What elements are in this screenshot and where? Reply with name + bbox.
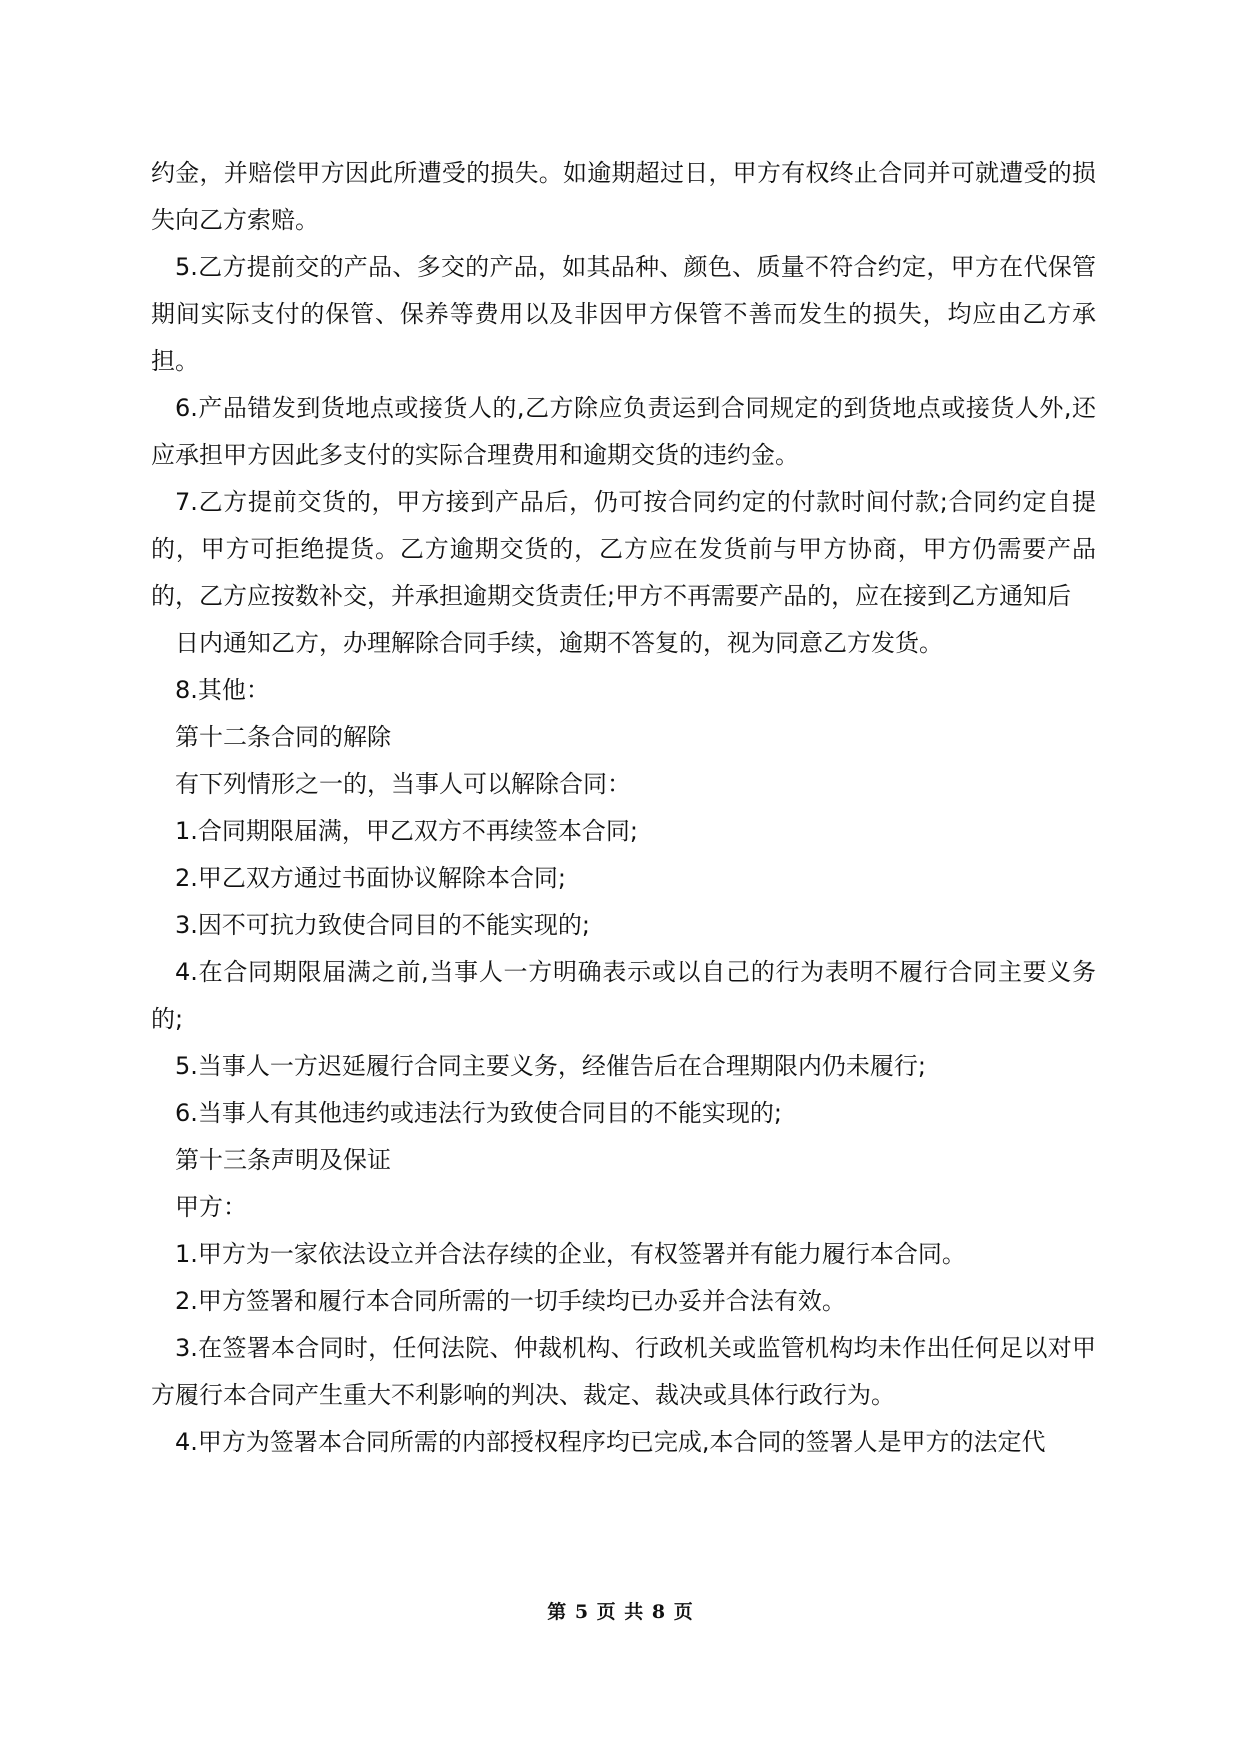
list-item: 5.当事人一方迟延履行合同主要义务，经催告后在合理期限内仍未履行;: [175, 1052, 926, 1080]
list-item: 3.在签署本合同时，任何法院、仲裁机构、行政机关或监管机构均未作出任何足以对甲方履行本合同产生重大不利影响的判决、裁定、裁决或具体行政行为。: [151, 1334, 1096, 1409]
paragraph: 有下列情形之一的，当事人可以解除合同：: [175, 770, 631, 798]
paragraph: 约金，并赔偿甲方因此所遭受的损失。如逾期超过日，甲方有权终止合同并可就遭受的损失向乙方索赔。: [151, 159, 1096, 234]
paragraph: 7.乙方提前交货的，甲方接到产品后，仍可按合同约定的付款时间付款;合同约定自提的，甲方可拒绝提货。乙方逾期交货的，乙方应在发货前与甲方协商，甲方仍需要产品的，乙方应按数补交，并承担逾期交货责任;甲方不再需要产品的，应在接到乙方通知后: [151, 488, 1096, 610]
party-label: 甲方：: [175, 1193, 247, 1221]
list-item: 4.甲方为签署本合同所需的内部授权程序均已完成,本合同的签署人是甲方的法定代: [175, 1428, 1046, 1456]
list-item: 2.甲方签署和履行本合同所需的一切手续均已办妥并合法有效。: [175, 1287, 846, 1315]
list-item: 2.甲乙双方通过书面协议解除本合同;: [175, 864, 566, 892]
list-item: 6.当事人有其他违约或违法行为致使合同目的不能实现的;: [175, 1099, 782, 1127]
document-body: [151, 150, 1096, 1466]
paragraph: 日内通知乙方，办理解除合同手续，逾期不答复的，视为同意乙方发货。: [175, 629, 943, 657]
list-item: 1.合同期限届满，甲乙双方不再续签本合同;: [175, 817, 638, 845]
list-item: 4.在合同期限届满之前,当事人一方明确表示或以自己的行为表明不履行合同主要义务的;: [151, 958, 1096, 1033]
paragraph: 8.其他：: [175, 676, 270, 704]
section-heading: 第十三条声明及保证: [175, 1146, 391, 1174]
list-item: 1.甲方为一家依法设立并合法存续的企业，有权签署并有能力履行本合同。: [175, 1240, 966, 1268]
section-heading: 第十二条合同的解除: [175, 723, 391, 751]
paragraph: 6.产品错发到货地点或接货人的,乙方除应负责运到合同规定的到货地点或接货人外,还应承担甲方因此多支付的实际合理费用和逾期交货的违约金。: [151, 394, 1096, 469]
paragraph: 5.乙方提前交的产品、多交的产品，如其品种、颜色、质量不符合约定，甲方在代保管期间实际支付的保管、保养等费用以及非因甲方保管不善而发生的损失，均应由乙方承担。: [151, 253, 1096, 375]
list-item: 3.因不可抗力致使合同目的不能实现的;: [175, 911, 590, 939]
page-number-footer: 第 5 页 共 8 页: [547, 1601, 694, 1623]
